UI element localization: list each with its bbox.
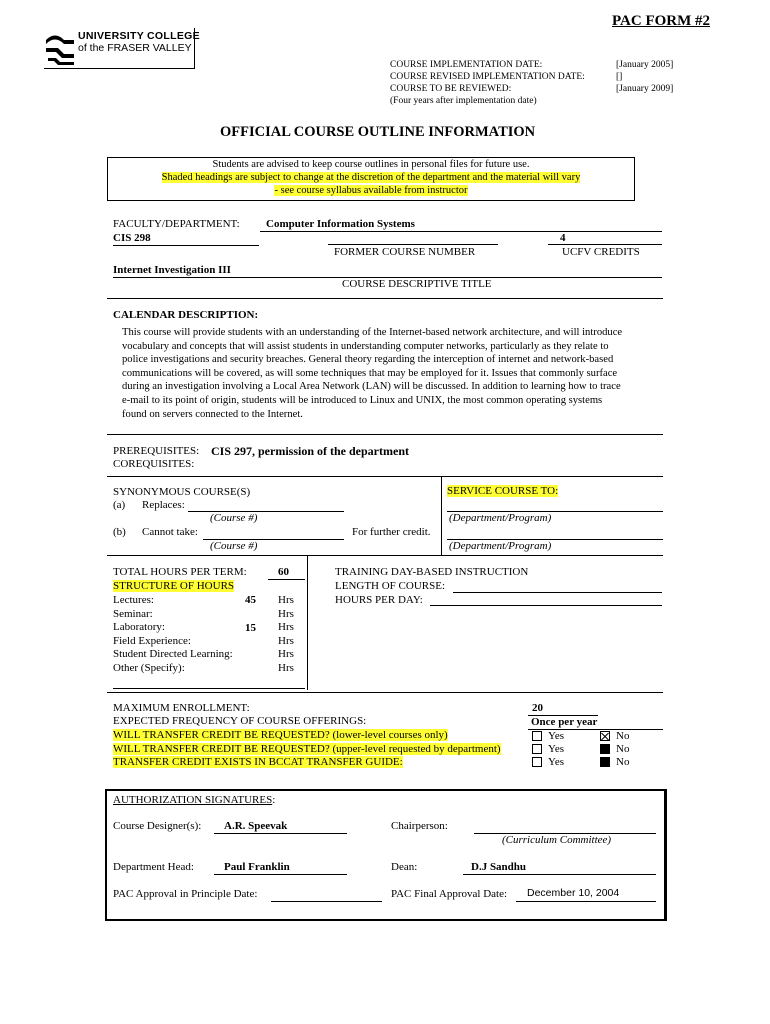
total-hours-underline: [268, 579, 305, 580]
pac-final-label: PAC Final Approval Date:: [391, 888, 508, 900]
transfer-upper-yes[interactable]: [532, 743, 564, 755]
transfer-upper-question: WILL TRANSFER CREDIT BE REQUESTED? (upper-level requested by department): [113, 743, 501, 755]
checkbox-icon[interactable]: [532, 731, 542, 741]
faculty-value[interactable]: Computer Information Systems: [266, 218, 415, 230]
pac-principle-input[interactable]: [271, 901, 382, 902]
hours-row-label: Lectures:: [113, 594, 154, 606]
chair-label: Chairperson:: [391, 820, 448, 832]
course-length-label: LENGTH OF COURSE:: [335, 580, 446, 592]
transfer-upper-no[interactable]: [600, 743, 629, 755]
hours-per-day-label: HOURS PER DAY:: [335, 594, 423, 606]
designer-label: Course Designer(s):: [113, 820, 202, 832]
notice-line3-wrap: [107, 185, 635, 196]
no-label: No: [616, 730, 630, 742]
calendar-description: [122, 326, 662, 421]
replaces-hint: (Course #): [210, 512, 258, 524]
no-label: No: [616, 756, 630, 768]
hours-row-label: Field Experience:: [113, 635, 191, 647]
dean-label: Dean:: [391, 861, 418, 873]
pac-final-underline: [516, 901, 656, 902]
checkbox-filled-icon[interactable]: [600, 757, 610, 767]
service-label: SERVICE COURSE TO:: [447, 485, 559, 497]
replaces-label: Replaces:: [142, 499, 185, 511]
hours-row-label: Other (Specify):: [113, 662, 185, 674]
calendar-line: police investigations and security breaches. General theory regarding the interception of internet and network-based: [122, 354, 614, 366]
former-number-label: FORMER COURSE NUMBER: [334, 246, 476, 258]
cannot-take-index: (b): [113, 526, 126, 538]
hours-row-unit: Hrs: [278, 662, 294, 674]
former-number-underline: [328, 244, 498, 245]
credits-value[interactable]: 4: [560, 232, 566, 244]
hours-row-unit: Hrs: [278, 635, 294, 647]
prereq-top-rule: [107, 434, 663, 435]
dean-value[interactable]: D.J Sandhu: [471, 861, 527, 873]
hours-row-label: Laboratory:: [113, 621, 165, 633]
head-label: Department Head:: [113, 861, 194, 873]
other-specify-input[interactable]: [113, 688, 305, 689]
pac-final-value[interactable]: December 10, 2004: [527, 887, 620, 899]
yes-label: Yes: [548, 743, 565, 755]
calendar-line: This course will provide students with an understanding of the Internet-based network architecture, and will introduce: [122, 327, 623, 338]
head-signature-line[interactable]: [214, 874, 347, 875]
service-label-wrap: [447, 485, 558, 497]
course-title[interactable]: Internet Investigation III: [113, 264, 231, 276]
signatures-heading: [113, 794, 275, 806]
course-code-underline: [113, 245, 259, 246]
course-length-input[interactable]: [453, 592, 662, 593]
logo-line2: of the FRASER VALLEY: [78, 42, 192, 54]
hours-top-rule: [107, 555, 663, 556]
notice-line2: Shaded headings are subject to change at the discretion of the department and the material will vary: [161, 172, 581, 183]
notice-line3: - see course syllabus available from instructor: [274, 185, 468, 196]
checked-x-icon[interactable]: [600, 731, 610, 741]
further-credit-label: For further credit.: [352, 526, 431, 538]
prereq-label: PREREQUISITES:: [113, 445, 200, 457]
hours-divider: [307, 556, 308, 690]
dean-signature-line[interactable]: [463, 874, 656, 875]
calendar-top-rule: [107, 298, 663, 299]
credits-label: UCFV CREDITS: [562, 246, 640, 258]
transfer-upper-wrap: [113, 743, 501, 755]
structure-label: STRUCTURE OF HOURS: [113, 580, 235, 592]
calendar-line: found on servers connected to the Internet.: [122, 408, 303, 420]
committee-hint: (Curriculum Committee): [502, 834, 612, 846]
pac-principle-label: PAC Approval in Principle Date:: [113, 888, 258, 900]
total-hours-value[interactable]: 60: [278, 566, 289, 578]
implementation-date-label: COURSE IMPLEMENTATION DATE:: [390, 60, 543, 70]
training-label: TRAINING DAY-BASED INSTRUCTION: [335, 566, 529, 578]
synonymous-label: SYNONYMOUS COURSE(S): [113, 486, 251, 498]
service-hint-2: (Department/Program): [449, 540, 552, 552]
service-divider: [441, 477, 442, 555]
prereq-value[interactable]: CIS 297, permission of the department: [211, 444, 409, 458]
logo-line1: UNIVERSITY COLLEGE: [78, 30, 200, 42]
implementation-date-value: [January 2005]: [616, 60, 674, 70]
review-note: (Four years after implementation date): [390, 96, 537, 106]
hours-row-unit: Hrs: [278, 648, 294, 660]
max-enrollment-label: MAXIMUM ENROLLMENT:: [113, 702, 250, 714]
designer-value[interactable]: A.R. Speevak: [224, 820, 288, 832]
cannot-take-label: Cannot take:: [142, 526, 198, 538]
yes-label: Yes: [548, 756, 565, 768]
signatures-colon: :: [272, 794, 276, 806]
notice-line1: Students are advised to keep course outlines in personal files for future use.: [212, 159, 530, 170]
faculty-underline: [260, 231, 662, 232]
calendar-line: vocabulary and concepts that will assist students in understanding computer networks, particularly as they relate to: [122, 340, 609, 352]
frequency-value[interactable]: Once per year: [531, 716, 598, 728]
hours-row-label: Seminar:: [113, 608, 153, 620]
hours-row-unit: Hrs: [278, 621, 294, 633]
review-date-label: COURSE TO BE REVIEWED:: [390, 84, 512, 94]
bccat-yes[interactable]: [532, 756, 564, 768]
checkbox-icon[interactable]: [532, 757, 542, 767]
max-enrollment-value[interactable]: 20: [532, 702, 543, 714]
no-label: No: [616, 743, 630, 755]
course-code[interactable]: CIS 298: [113, 232, 151, 244]
calendar-line: during an investigation involving a Local Area Network (LAN) will be discussed. In addition to learning how to trace: [122, 381, 621, 393]
bccat-wrap: [113, 756, 403, 768]
revised-date-value: []: [616, 72, 623, 82]
service-hint-1: (Department/Program): [449, 512, 552, 524]
revised-date-label: COURSE REVISED IMPLEMENTATION DATE:: [390, 72, 585, 82]
course-title-label: COURSE DESCRIPTIVE TITLE: [342, 278, 492, 290]
ucfv-logo-icon: [44, 32, 76, 66]
hours-row-label: Student Directed Learning:: [113, 648, 233, 660]
structure-label-wrap: [113, 580, 234, 592]
hours-per-day-input[interactable]: [430, 605, 662, 606]
checkbox-icon[interactable]: [532, 744, 542, 754]
hours-row-unit: Hrs: [278, 594, 294, 606]
replaces-index: (a): [113, 499, 126, 511]
enrollment-top-rule: [107, 692, 663, 693]
hours-row-value[interactable]: 45: [245, 594, 256, 606]
total-hours-label: TOTAL HOURS PER TERM:: [113, 566, 247, 578]
cannot-take-hint: (Course #): [210, 540, 258, 552]
page-title: OFFICIAL COURSE OUTLINE INFORMATION: [220, 124, 536, 140]
transfer-lower-no[interactable]: [600, 730, 629, 742]
notice-line2-wrap: [107, 172, 635, 183]
transfer-lower-yes[interactable]: [532, 730, 564, 742]
credits-underline: [548, 244, 662, 245]
designer-signature-line[interactable]: [214, 833, 347, 834]
yes-label: Yes: [548, 730, 565, 742]
checkbox-filled-icon[interactable]: [600, 744, 610, 754]
transfer-lower-question: WILL TRANSFER CREDIT BE REQUESTED? (lower-level courses only): [113, 729, 448, 741]
hours-row-unit: Hrs: [278, 608, 294, 620]
review-date-value: [January 2009]: [616, 84, 674, 94]
calendar-label: CALENDAR DESCRIPTION:: [113, 309, 259, 321]
coreq-label: COREQUISITES:: [113, 458, 195, 470]
calendar-line: communications will be covered, as will some techniques that may be employed for it. Issues that commonly surface: [122, 367, 618, 379]
bccat-question: TRANSFER CREDIT EXISTS IN BCCAT TRANSFER GUIDE:: [113, 756, 403, 768]
hours-row-value[interactable]: 15: [245, 622, 256, 634]
signatures-label: AUTHORIZATION SIGNATURES: [113, 794, 273, 806]
frequency-label: EXPECTED FREQUENCY OF COURSE OFFERINGS:: [113, 715, 367, 727]
transfer-lower-wrap: [113, 729, 448, 741]
head-value[interactable]: Paul Franklin: [224, 861, 290, 873]
faculty-label: FACULTY/DEPARTMENT:: [113, 218, 240, 230]
form-id: PAC FORM #2: [612, 13, 711, 29]
synonymous-top-rule: [107, 476, 663, 477]
bccat-no[interactable]: [600, 756, 629, 768]
calendar-line: e-mail to its point of origin, students will be introduced to Linux and UNIX, the most common operating systems: [122, 394, 603, 406]
